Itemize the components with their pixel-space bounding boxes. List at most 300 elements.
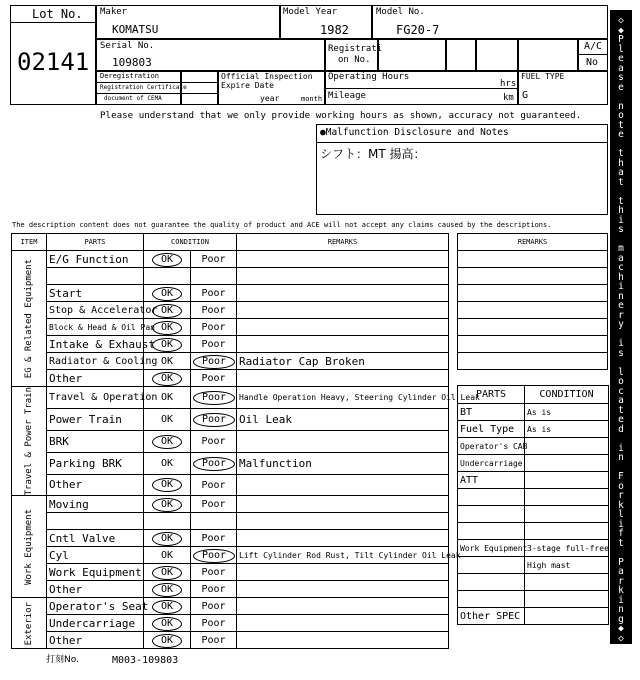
right-part-condition <box>525 574 609 591</box>
ac-label: A/C <box>584 41 603 52</box>
condition-option-ok: OK <box>160 356 174 367</box>
condition-selected-poor: Poor <box>193 457 235 471</box>
remark-cell <box>237 632 449 649</box>
condition-option-poor: Poor <box>201 288 226 299</box>
part-name: Other <box>47 370 144 387</box>
remark-cell: Handle Operation Heavy, Steering Cylinder Oil Leak <box>237 387 449 409</box>
right-parts-row <box>458 472 609 489</box>
sidebar-char: t <box>618 537 624 549</box>
table-row <box>12 336 449 353</box>
op-hours-divider <box>325 88 518 89</box>
condition-option-poor: Poor <box>201 305 226 316</box>
sidebar-char: a <box>618 252 624 264</box>
sidebar-char: i <box>618 214 624 226</box>
remark-cell <box>237 581 449 598</box>
condition-selected-ok: OK <box>152 287 182 301</box>
ac-divider <box>578 54 608 55</box>
right-parts-row <box>458 608 609 625</box>
cema-label: document of CEMA <box>104 95 162 102</box>
condition-poor-cell <box>191 370 237 387</box>
item-group-1 <box>12 251 47 387</box>
sidebar-char: F <box>618 471 624 482</box>
mileage-label: Mileage <box>328 91 366 101</box>
condition-option-poor: Poor <box>201 533 226 545</box>
reg-cert-label: Registration Certificate <box>100 84 187 91</box>
right-parts-row <box>458 489 609 506</box>
right-parts-header-parts: PARTS <box>458 386 525 404</box>
condition-option-poor: Poor <box>201 635 226 647</box>
condition-option-poor: Poor <box>201 373 226 384</box>
condition-ok-cell <box>144 496 191 513</box>
lot-number: 02141 <box>17 48 90 76</box>
sidebar-char: o <box>618 376 624 387</box>
sidebar-char: f <box>618 528 624 539</box>
condition-selected-poor: Poor <box>193 355 235 369</box>
right-parts-row <box>458 506 609 523</box>
header-remarks: REMARKS <box>237 234 449 251</box>
condition-ok-cell <box>144 513 191 530</box>
right-remarks-cell <box>458 353 608 370</box>
condition-poor-cell <box>191 430 237 452</box>
sidebar-char: s <box>618 224 624 235</box>
part-name: Parking BRK <box>47 452 144 474</box>
sidebar-char: r <box>618 309 624 321</box>
item-group-3 <box>12 496 47 598</box>
part-name: Other <box>47 632 144 649</box>
condition-selected-ok: OK <box>152 435 182 449</box>
sidebar-char: t <box>618 119 624 131</box>
part-name: Intake & Exhaust <box>47 336 144 353</box>
condition-selected-ok: OK <box>152 253 182 267</box>
right-remarks-row <box>458 285 608 302</box>
part-name <box>47 513 144 530</box>
condition-option-ok: OK <box>160 392 174 404</box>
right-remarks-row <box>458 353 608 370</box>
sidebar-char: h <box>618 157 624 169</box>
inspection-label-1: Official Inspection <box>221 72 313 81</box>
condition-option-poor: Poor <box>201 322 226 333</box>
year-label: year <box>260 94 280 103</box>
condition-poor-cell <box>191 598 237 615</box>
remark-cell <box>237 615 449 632</box>
condition-option-poor: Poor <box>201 436 226 448</box>
part-name: Power Train <box>47 408 144 430</box>
condition-ok-cell <box>144 474 191 496</box>
right-part-name <box>458 574 525 591</box>
ac-value: No <box>586 57 599 68</box>
registration-label-1: Registrati <box>328 44 383 54</box>
table-row <box>12 387 449 409</box>
registration-label-2: on No. <box>338 55 371 65</box>
table-row <box>12 430 449 452</box>
condition-ok-cell <box>144 615 191 632</box>
remark-cell <box>237 598 449 615</box>
sidebar-char: t <box>618 176 624 188</box>
header-parts: PARTS <box>47 234 144 251</box>
sidebar-char: m <box>618 243 624 254</box>
right-remarks-table <box>457 233 608 370</box>
condition-poor-cell <box>191 474 237 496</box>
sidebar-char: n <box>618 100 624 112</box>
month-label: month <box>301 95 323 103</box>
condition-selected-ok: OK <box>152 634 182 648</box>
right-remarks-row <box>458 251 608 268</box>
sidebar-char: P <box>618 556 624 568</box>
right-part-name: Undercarriage <box>458 455 525 472</box>
part-name: Start <box>47 285 144 302</box>
right-remarks-row <box>458 268 608 285</box>
right-parts-table <box>457 385 609 625</box>
sidebar-char: r <box>618 575 624 587</box>
item-group-4 <box>12 598 47 649</box>
part-name: Stop & Accelerator <box>47 302 144 319</box>
sidebar-char: a <box>618 395 624 406</box>
remark-cell <box>237 430 449 452</box>
sidebar-char: a <box>618 167 624 178</box>
sidebar-char: e <box>618 414 624 425</box>
condition-poor-cell <box>191 615 237 632</box>
sidebar-char: c <box>618 385 624 397</box>
condition-selected-ok: OK <box>152 338 182 352</box>
table-row <box>12 598 449 615</box>
remark-cell: Oil Leak <box>237 408 449 430</box>
right-remarks-cell <box>458 336 608 353</box>
sidebar-char: ◆ <box>618 24 624 36</box>
sidebar-char: l <box>618 43 624 55</box>
table-row <box>12 268 449 285</box>
right-remarks-row <box>458 319 608 336</box>
model-year-value: 1982 <box>320 23 349 37</box>
sidebar-char: l <box>618 509 624 520</box>
table-row <box>12 353 449 370</box>
condition-ok-cell <box>144 632 191 649</box>
sidebar-char: e <box>618 300 624 311</box>
model-no-value: FG20-7 <box>396 23 440 37</box>
sidebar-char: s <box>618 347 624 359</box>
maker-label: Maker <box>100 7 128 17</box>
right-part-name: Work Equipment <box>458 540 525 557</box>
right-part-name <box>458 591 525 608</box>
table-row <box>12 547 449 564</box>
condition-selected-ok: OK <box>152 304 182 318</box>
right-part-condition: As is <box>525 404 609 421</box>
condition-ok-cell <box>144 564 191 581</box>
dereg-label: Deregistration <box>100 72 160 80</box>
condition-option-poor: Poor <box>201 499 226 511</box>
condition-selected-ok: OK <box>152 372 182 386</box>
part-name: Other <box>47 474 144 496</box>
malfunction-text: シフト：MT 揚高： <box>320 147 426 161</box>
table-row <box>12 564 449 581</box>
table-row <box>12 302 449 319</box>
condition-poor-cell <box>191 387 237 409</box>
condition-ok-cell <box>144 530 191 547</box>
condition-poor-cell <box>191 581 237 598</box>
condition-ok-cell <box>144 430 191 452</box>
remark-cell <box>237 513 449 530</box>
part-name: E/G Function <box>47 251 144 268</box>
right-part-condition <box>525 523 609 540</box>
maker-value: KOMATSU <box>112 23 159 36</box>
condition-poor-cell <box>191 632 237 649</box>
item-group-label: EG & Related Equipment <box>24 258 34 379</box>
sidebar-char: t <box>618 195 624 207</box>
condition-option-ok: OK <box>160 414 174 426</box>
remark-cell <box>237 530 449 547</box>
model-no-label: Model No. <box>376 7 425 17</box>
condition-option-poor: Poor <box>201 339 226 350</box>
right-part-condition <box>525 455 609 472</box>
item-group-2 <box>12 387 47 496</box>
header-condition: CONDITION <box>144 234 237 251</box>
table-header <box>12 234 449 251</box>
sidebar-char: ◇ <box>618 15 624 26</box>
sidebar-char: e <box>618 81 624 93</box>
right-part-name <box>458 506 525 523</box>
sidebar-full-text <box>610 10 611 11</box>
malfunction-title-divider <box>316 142 608 143</box>
sidebar-char: t <box>618 404 624 416</box>
sidebar-char: i <box>618 518 624 530</box>
table-row <box>12 615 449 632</box>
stamp-label: 打刻No. <box>46 655 79 665</box>
condition-selected-ok: OK <box>152 321 182 335</box>
right-part-name: Other SPEC <box>458 608 525 625</box>
sidebar-char: h <box>618 271 624 283</box>
right-parts-row <box>458 574 609 591</box>
condition-selected-poor: Poor <box>193 413 235 427</box>
condition-selected-ok: OK <box>152 532 182 546</box>
right-part-name: ATT <box>458 472 525 489</box>
right-remarks-cell <box>458 268 608 285</box>
condition-poor-cell <box>191 319 237 336</box>
remark-cell <box>237 370 449 387</box>
condition-poor-cell <box>191 530 237 547</box>
right-parts-row <box>458 591 609 608</box>
remark-cell: Lift Cylinder Rod Rust, Tilt Cylinder Oil Leak <box>237 547 449 564</box>
right-part-name: BT <box>458 404 525 421</box>
serial-label: Serial No. <box>100 41 155 51</box>
condition-poor-cell <box>191 513 237 530</box>
remark-cell <box>237 251 449 268</box>
sidebar-char: k <box>618 585 624 596</box>
item-group-label: Exterior <box>24 601 34 646</box>
right-parts-row <box>458 523 609 540</box>
right-part-condition <box>525 438 609 455</box>
part-name: Radiator & Cooling <box>47 353 144 370</box>
table-row <box>12 530 449 547</box>
reg-box-2 <box>446 39 476 71</box>
part-name: Undercarriage <box>47 615 144 632</box>
hours-notice: Please understand that we only provide working hours as shown, accuracy not guaranteed. <box>100 110 582 121</box>
part-name: Cntl Valve <box>47 530 144 547</box>
sidebar-char: k <box>618 499 624 511</box>
right-remarks-cell <box>458 319 608 336</box>
right-part-condition <box>525 472 609 489</box>
part-name: Block & Head & Oil Pan <box>47 319 144 336</box>
sidebar-char: e <box>618 53 624 64</box>
table-row <box>12 474 449 496</box>
right-part-condition: High mast <box>525 557 609 574</box>
condition-selected-ok: OK <box>152 583 182 597</box>
right-part-condition <box>525 591 609 608</box>
condition-ok-cell <box>144 452 191 474</box>
sidebar-char: n <box>618 290 624 302</box>
sidebar-char: g <box>618 613 624 625</box>
right-part-name: Operator's CAB <box>458 438 525 455</box>
stamp-value: M003-109803 <box>112 655 179 666</box>
condition-poor-cell <box>191 285 237 302</box>
right-parts-header <box>458 386 609 404</box>
table-row <box>12 452 449 474</box>
condition-option-poor: Poor <box>201 618 226 630</box>
table-row <box>12 408 449 430</box>
condition-selected-ok: OK <box>152 600 182 614</box>
fuel-type-label: FUEL TYPE <box>521 72 565 81</box>
condition-poor-cell <box>191 547 237 564</box>
op-hours-label: Operating Hours <box>328 72 410 82</box>
right-parts-row <box>458 438 609 455</box>
sidebar-char: c <box>618 262 624 273</box>
right-part-name <box>458 523 525 540</box>
right-part-condition <box>525 506 609 523</box>
right-part-name <box>458 489 525 506</box>
condition-selected-ok: OK <box>152 478 182 492</box>
table-row <box>12 319 449 336</box>
header-item: ITEM <box>12 234 47 251</box>
condition-option-poor: Poor <box>201 601 226 613</box>
remark-cell <box>237 268 449 285</box>
serial-value: 109803 <box>112 56 152 69</box>
condition-option-poor: Poor <box>201 254 226 265</box>
part-name: Other <box>47 581 144 598</box>
condition-ok-cell <box>144 598 191 615</box>
right-part-condition: 3-stage full-free <box>525 540 609 557</box>
condition-poor-cell <box>191 353 237 370</box>
table-row <box>12 370 449 387</box>
right-remarks-row <box>458 336 608 353</box>
sidebar-char: P <box>618 34 624 45</box>
condition-poor-cell <box>191 302 237 319</box>
right-parts-header-condition: CONDITION <box>525 386 609 404</box>
condition-ok-cell <box>144 547 191 564</box>
condition-ok-cell <box>144 581 191 598</box>
sidebar-char: ◆ <box>618 623 624 634</box>
condition-selected-ok: OK <box>152 617 182 631</box>
condition-selected-ok: OK <box>152 566 182 580</box>
sidebar-char: e <box>618 129 624 140</box>
sidebar-char: r <box>618 490 624 501</box>
right-remarks-cell <box>458 302 608 319</box>
reg-box-3 <box>476 39 518 71</box>
right-remarks-cell <box>458 251 608 268</box>
hrs-label: hrs <box>500 79 517 89</box>
remark-cell <box>237 302 449 319</box>
sidebar-char: i <box>618 281 624 292</box>
sidebar-char: h <box>618 205 624 216</box>
sidebar-char: y <box>618 319 624 330</box>
right-part-name <box>458 557 525 574</box>
condition-option-poor: Poor <box>201 567 226 579</box>
part-name: Travel & Operation <box>47 387 144 409</box>
condition-ok-cell <box>144 370 191 387</box>
condition-option-poor: Poor <box>201 584 226 596</box>
right-remarks-header: REMARKS <box>458 234 608 251</box>
right-remarks-row <box>458 302 608 319</box>
sidebar-char: n <box>618 604 624 615</box>
table-row <box>12 285 449 302</box>
sidebar-char: l <box>618 366 624 378</box>
lot-label: Lot No. <box>32 7 83 21</box>
condition-poor-cell <box>191 268 237 285</box>
sidebar-char: d <box>618 423 624 435</box>
malfunction-title: ●Malfunction Disclosure and Notes <box>320 127 509 138</box>
sidebar-char: i <box>618 594 624 606</box>
remark-cell <box>237 474 449 496</box>
sidebar-char: o <box>618 110 624 121</box>
model-year-label: Model Year <box>283 7 338 17</box>
condition-option-ok: OK <box>160 458 174 470</box>
right-remarks-cell <box>458 285 608 302</box>
part-name: Operator's Seat <box>47 598 144 615</box>
remark-cell: Radiator Cap Broken <box>237 353 449 370</box>
right-parts-row <box>458 455 609 472</box>
table-row <box>12 632 449 649</box>
part-name <box>47 268 144 285</box>
fuel-type-value: G <box>522 90 529 101</box>
disclaimer: The description content does not guarantee the quality of product and ACE will not accept any claims caused by the descriptions. <box>12 221 552 229</box>
right-parts-row <box>458 557 609 574</box>
table-row <box>12 513 449 530</box>
table-row <box>12 251 449 268</box>
remark-cell <box>237 336 449 353</box>
condition-poor-cell <box>191 408 237 430</box>
km-label: km <box>503 93 514 103</box>
part-name: Work Equipment <box>47 564 144 581</box>
right-part-name: Fuel Type <box>458 421 525 438</box>
condition-option-ok: OK <box>160 550 174 562</box>
sidebar-char: o <box>618 480 624 492</box>
sidebar-text <box>610 10 632 644</box>
right-part-condition: As is <box>525 421 609 438</box>
sidebar-char: ◇ <box>618 632 624 644</box>
right-part-condition <box>525 608 609 625</box>
condition-poor-cell <box>191 251 237 268</box>
remark-cell: Malfunction <box>237 452 449 474</box>
condition-ok-cell <box>144 285 191 302</box>
part-name: BRK <box>47 430 144 452</box>
condition-ok-cell <box>144 251 191 268</box>
sidebar-char: a <box>618 62 624 74</box>
sidebar-char: s <box>618 72 624 83</box>
remark-cell <box>237 285 449 302</box>
inspection-label-2: Expire Date <box>221 81 274 90</box>
condition-poor-cell <box>191 564 237 581</box>
sidebar-char: a <box>618 566 624 577</box>
item-group-label: Work Equipment <box>24 508 34 585</box>
condition-selected-poor: Poor <box>193 549 235 563</box>
reg-box-4 <box>518 39 578 71</box>
table-row <box>12 496 449 513</box>
item-group-label: Travel & Power Train <box>24 387 34 496</box>
condition-poor-cell <box>191 496 237 513</box>
right-parts-row <box>458 540 609 557</box>
condition-selected-ok: OK <box>152 498 182 512</box>
sidebar-char: i <box>618 338 624 349</box>
sidebar-char: n <box>618 452 624 463</box>
right-part-condition <box>525 489 609 506</box>
right-parts-row <box>458 421 609 438</box>
